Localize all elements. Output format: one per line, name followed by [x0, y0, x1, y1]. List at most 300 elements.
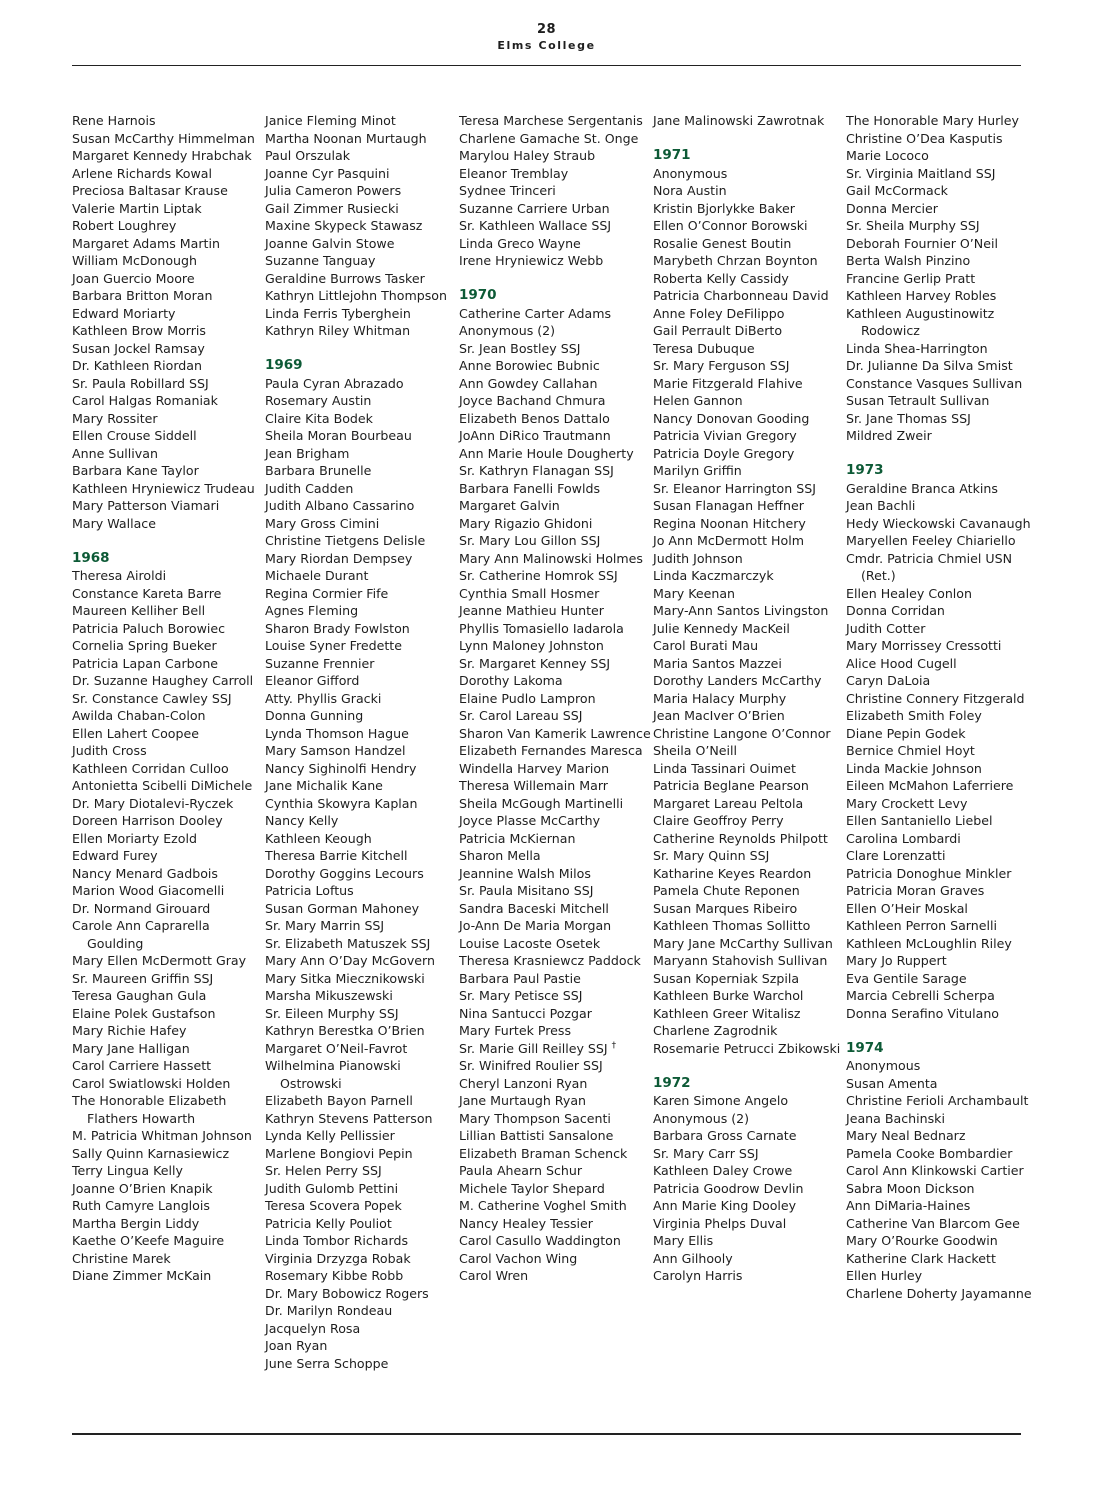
donor-name [653, 725, 845, 743]
donor-name-text: Virginia Drzyzga Robak [265, 1250, 411, 1266]
donor-name-text: Joyce Plasse McCarthy [459, 813, 601, 828]
donor-name [72, 462, 264, 480]
donor-name-text: Jeanne Mathieu Hunter [459, 603, 604, 618]
donor-name-text: Barbara Fanelli Fowlds [459, 480, 601, 496]
donor-name [72, 445, 264, 463]
donor-name [459, 532, 651, 550]
donor-name [459, 497, 651, 515]
donor-name [72, 1232, 264, 1250]
donor-name [459, 1110, 651, 1128]
donor-name [265, 970, 457, 988]
donor-name [72, 1005, 264, 1023]
donor-name [459, 217, 651, 235]
donor-name [265, 1092, 457, 1110]
donor-name [459, 322, 651, 340]
donor-name-text: Marcia Cebrelli Scherpa [846, 988, 995, 1003]
donor-name [459, 1232, 651, 1250]
donor-name [653, 480, 845, 498]
donor-name [846, 917, 1038, 935]
donor-name-text: Claire Kita Bodek [265, 410, 373, 426]
class-year-section [265, 112, 457, 340]
donor-name-text: Patricia Loftus [265, 883, 354, 898]
donor-name [846, 410, 1038, 428]
donor-name [72, 777, 264, 795]
donor-name [846, 900, 1038, 918]
donor-name-text: Patricia Doyle Gregory [653, 445, 795, 461]
donor-name [265, 865, 457, 883]
donor-name-text: Francine Gerlip Pratt [846, 270, 976, 286]
donor-name [265, 550, 457, 568]
donor-name-text: Ellen Santaniello Liebel [846, 813, 993, 828]
donor-name [459, 742, 651, 760]
donor-name [846, 1232, 1038, 1250]
donor-name [653, 1180, 845, 1198]
donor-name [459, 952, 651, 970]
donor-name [265, 1040, 457, 1058]
donor-name [846, 1180, 1038, 1198]
donor-name-text: Donna Serafino Vitulano [846, 1005, 1000, 1021]
donor-name-text: Sr. Marie Gill Reilley SSJ [459, 1040, 608, 1056]
donor-name-text: Marybeth Chrzan Boynton [653, 253, 818, 268]
class-year-section [846, 112, 1038, 445]
donor-name-text: Ellen Lahert Coopee [72, 725, 199, 741]
donor-name-text: Sr. Eleanor Harrington SSJ [653, 480, 816, 496]
donor-name [846, 847, 1038, 865]
donor-name [72, 1040, 264, 1058]
donor-name [653, 585, 845, 603]
deceased-marker: † [611, 1040, 617, 1051]
donor-name [846, 532, 1038, 550]
donor-name [846, 602, 1038, 620]
donor-name [653, 707, 845, 725]
donor-name [459, 182, 651, 200]
donor-name [653, 357, 845, 375]
donor-name [846, 655, 1038, 673]
donor-name [459, 252, 651, 270]
donor-name-text: Mary Richie Hafey [72, 1023, 187, 1038]
donor-name-text: Patricia McKiernan [459, 830, 576, 846]
donor-name-text: Ellen O’Heir Moskal [846, 900, 968, 916]
donor-name-text: Mary Ellen McDermott Gray [72, 953, 247, 968]
donor-name-text: Sr. Jean Bostley SSJ [459, 340, 581, 356]
donor-name-text: Robert Loughrey [72, 218, 177, 233]
donor-name [265, 1005, 457, 1023]
donor-name [459, 1075, 651, 1093]
donor-name-text: Katherine Clark Hackett [846, 1250, 996, 1266]
donor-name [459, 1057, 651, 1075]
donor-name [459, 112, 651, 130]
donor-name-text: Joanne O’Brien Knapik [72, 1180, 213, 1196]
donor-name-text: Paula Ahearn Schur [459, 1163, 583, 1178]
donor-name [265, 1127, 457, 1145]
donor-name-text: Sr. Carol Lareau SSJ [459, 708, 583, 723]
donor-name [265, 952, 457, 970]
donor-name-text: Rosalie Genest Boutin [653, 235, 792, 251]
class-year-section [265, 357, 457, 1372]
donor-name [265, 445, 457, 463]
donor-name [265, 1320, 457, 1338]
donor-name-text: JoAnn DiRico Trautmann [459, 428, 611, 443]
donor-name [846, 760, 1038, 778]
donor-name [72, 900, 264, 918]
donor-name-text: Margaret Kennedy Hrabchak [72, 148, 252, 163]
donor-name [653, 970, 845, 988]
donor-name [72, 1057, 264, 1075]
donor-name [265, 165, 457, 183]
donor-name-text: Charlene Doherty Jayamanne [846, 1285, 1032, 1301]
donor-name-text: Carol Swiatlowski Holden [72, 1075, 231, 1091]
donor-name [265, 147, 457, 165]
donor-name [459, 1267, 651, 1285]
donor-name [653, 830, 845, 848]
donor-name-text: Linda Tombor Richards [265, 1233, 409, 1248]
donor-name-text: Sharon Mella [459, 848, 541, 863]
donor-name [265, 777, 457, 795]
donor-name-text: Martha Noonan Murtaugh [265, 130, 427, 146]
donor-name-text: Joan Ryan [265, 1338, 328, 1353]
donor-name-text: Windella Harvey Marion [459, 760, 610, 776]
donor-name [846, 1075, 1038, 1093]
donor-name [265, 690, 457, 708]
donor-name [72, 567, 264, 585]
donor-name [72, 655, 264, 673]
donor-name-text: Linda Shea-Harrington [846, 340, 988, 356]
donor-name [72, 987, 264, 1005]
donor-name [72, 497, 264, 515]
donor-name [846, 550, 1038, 585]
donor-name-text: Jane Murtaugh Ryan [459, 1093, 587, 1108]
donor-name [72, 1250, 264, 1268]
donor-name [653, 165, 845, 183]
donor-name-text: Suzanne Carriere Urban [459, 200, 610, 216]
donor-name [846, 182, 1038, 200]
donor-name [653, 1127, 845, 1145]
donor-name [846, 1215, 1038, 1233]
donor-name [846, 340, 1038, 358]
donor-name [265, 900, 457, 918]
donor-name [653, 427, 845, 445]
class-year-section [846, 1040, 1038, 1303]
donor-name [653, 567, 845, 585]
donor-name [72, 480, 264, 498]
donor-name-text: Ann DiMaria-Haines [846, 1198, 971, 1213]
donor-name [846, 1005, 1038, 1023]
donor-name-text: Kathleen Corridan Culloo [72, 760, 229, 776]
donor-name-text: Teresa Scovera Popek [265, 1198, 402, 1213]
donor-name-text: Sally Quinn Karnasiewicz [72, 1145, 230, 1161]
donor-name-text: Anne Sullivan [72, 445, 158, 461]
donor-name-text: Marsha Mikuszewski [265, 988, 393, 1003]
donor-name-text: June Serra Schoppe [265, 1355, 389, 1371]
donor-name [265, 1057, 457, 1092]
donor-name [653, 410, 845, 428]
donor-name [459, 637, 651, 655]
donor-name-text: Barbara Brunelle [265, 463, 372, 478]
donor-name-text: Maria Halacy Murphy [653, 690, 787, 706]
donor-name-text: Patricia Moran Graves [846, 883, 985, 898]
donor-name-text: Pamela Chute Reponen [653, 883, 800, 898]
donor-name-text: Julia Cameron Powers [265, 183, 402, 198]
class-year-section [459, 287, 651, 1285]
donor-name [653, 1005, 845, 1023]
donor-name-text: Theresa Willemain Marr [459, 778, 608, 793]
donor-name [265, 462, 457, 480]
donor-name [846, 987, 1038, 1005]
donor-name-text: Deborah Fournier O’Neil [846, 235, 998, 251]
donor-name [72, 602, 264, 620]
donor-name [265, 375, 457, 393]
donor-name-text: Patricia Lapan Carbone [72, 655, 219, 671]
donor-name [265, 725, 457, 743]
donor-name-text: Linda Tassinari Ouimet [653, 760, 796, 776]
donor-name-text: Dr. Julianne Da Silva Smist [846, 358, 1013, 373]
donor-name-text: Margaret Galvin [459, 498, 560, 513]
donor-name [653, 182, 845, 200]
donor-name [653, 917, 845, 935]
donor-name [265, 532, 457, 550]
donor-name [846, 935, 1038, 953]
donor-name [653, 672, 845, 690]
donor-name [265, 707, 457, 725]
donor-name-text: Mary Wallace [72, 515, 156, 531]
donor-name-text: Eleanor Tremblay [459, 165, 569, 181]
donor-name [846, 235, 1038, 253]
donor-name [72, 340, 264, 358]
donor-name-text: Jane Malinowski Zawrotnak [653, 113, 825, 128]
donor-name [653, 900, 845, 918]
donor-name [265, 497, 457, 515]
donor-name [265, 1197, 457, 1215]
donor-name [72, 620, 264, 638]
donor-name [459, 462, 651, 480]
donor-name [72, 1267, 264, 1285]
donor-name-text: Jane Michalik Kane [265, 778, 383, 793]
donor-name-text: Dr. Mary Bobowicz Rogers [265, 1285, 429, 1301]
donor-name [265, 1180, 457, 1198]
donor-name-text: Mary Keenan [653, 585, 736, 601]
donor-name [459, 392, 651, 410]
donor-name [846, 357, 1038, 375]
donor-name-text: Michele Taylor Shepard [459, 1180, 605, 1196]
donor-name [846, 1285, 1038, 1303]
donor-name-text: Joan Guercio Moore [72, 270, 195, 286]
donor-name [72, 1145, 264, 1163]
donor-name [653, 1250, 845, 1268]
donor-name [459, 550, 651, 568]
donor-name-text: Anonymous [846, 1058, 921, 1073]
page-header [0, 22, 1093, 53]
donor-name [459, 130, 651, 148]
donor-name [846, 830, 1038, 848]
donor-name-text: Nancy Healey Tessier [459, 1215, 593, 1231]
donor-name [846, 1057, 1038, 1075]
donor-name [265, 637, 457, 655]
donor-name [459, 427, 651, 445]
college-name: Elms College [497, 39, 596, 52]
donor-name-text: Maxine Skypeck Stawasz [265, 218, 423, 233]
donor-name [653, 795, 845, 813]
donor-name-text: Margaret O’Neil-Favrot [265, 1040, 408, 1056]
donor-name [653, 532, 845, 550]
donor-name [653, 550, 845, 568]
donor-name [653, 392, 845, 410]
donor-name [846, 795, 1038, 813]
donor-name-text: Patricia Kelly Pouliot [265, 1215, 392, 1231]
donor-name-text: Gail Zimmer Rusiecki [265, 200, 399, 216]
page-number: 28 [536, 22, 557, 37]
donor-name-text: Joanne Galvin Stowe [265, 235, 395, 251]
donor-name-text: Carole Ann Caprarella Goulding [72, 918, 210, 951]
donor-name-text: Christine Ferioli Archambault [846, 1093, 1029, 1108]
donor-name [653, 252, 845, 270]
donor-name-text: Janice Fleming Minot [265, 113, 396, 128]
class-year-section [459, 112, 651, 270]
donor-name-text: Edward Furey [72, 848, 158, 863]
donor-name-text: Sheila McGough Martinelli [459, 795, 624, 811]
donor-name [265, 1355, 457, 1373]
donor-name [72, 882, 264, 900]
donor-name [846, 1127, 1038, 1145]
donor-name [72, 322, 264, 340]
donor-name-text: Sr. Eileen Murphy SSJ [265, 1005, 399, 1021]
donor-name [265, 1285, 457, 1303]
donor-name-text: Patricia Beglane Pearson [653, 778, 809, 793]
donor-name-text: Helen Gannon [653, 393, 743, 408]
donor-name-text: Ellen Healey Conlon [846, 585, 972, 601]
donor-name [653, 865, 845, 883]
donor-name-text: Jeannine Walsh Milos [459, 865, 591, 881]
donor-name-text: Joyce Bachand Chmura [459, 393, 606, 408]
donor-name-text: Susan Flanagan Heffner [653, 498, 804, 513]
donor-name-text: Regina Cormier Fife [265, 585, 389, 601]
donor-name [459, 445, 651, 463]
donor-name-text: Kathleen Burke Warchol [653, 988, 804, 1003]
donor-name [459, 1215, 651, 1233]
donor-name [265, 795, 457, 813]
donor-name [72, 637, 264, 655]
donor-name [459, 707, 651, 725]
donor-name-text: Sheila O’Neill [653, 743, 738, 758]
donor-name [72, 165, 264, 183]
donor-name-text: Patricia Donoghue Minkler [846, 865, 1012, 881]
donor-name [72, 375, 264, 393]
donor-name [459, 777, 651, 795]
donor-name-text: Maryann Stahovish Sullivan [653, 953, 828, 968]
donor-name [265, 935, 457, 953]
donor-name-text: Judith Albano Cassarino [265, 498, 415, 513]
donor-name-text: Kathleen Greer Witalisz [653, 1005, 801, 1021]
donor-name [846, 777, 1038, 795]
donor-name [846, 690, 1038, 708]
donor-name-text: Cheryl Lanzoni Ryan [459, 1075, 588, 1091]
donor-name [653, 1215, 845, 1233]
donor-name-text: Anne Foley DeFilippo [653, 305, 785, 321]
class-year-heading: 1968 [72, 549, 110, 566]
donor-name-text: Carol Vachon Wing [459, 1250, 578, 1266]
donor-name [265, 427, 457, 445]
donor-name-text: Kristin Bjorlykke Baker [653, 200, 795, 216]
donor-name-text: Elizabeth Benos Dattalo [459, 410, 610, 426]
donor-name-text: Kathleen Augustinowitz Rodowicz [846, 305, 995, 338]
donor-name-text: Mary Jo Ruppert [846, 953, 947, 968]
donor-name-text: Carol Halgas Romaniak [72, 393, 218, 408]
donor-name [653, 445, 845, 463]
donor-name [72, 1180, 264, 1198]
donor-name [653, 1022, 845, 1040]
donor-name-text: Maureen Kelliher Bell [72, 603, 206, 618]
donor-name-text: Martha Bergin Liddy [72, 1215, 200, 1231]
donor-name-text: Dorothy Lakoma [459, 673, 563, 688]
donor-name [846, 1267, 1038, 1285]
donor-name [72, 725, 264, 743]
donor-name [265, 287, 457, 305]
donor-name [265, 112, 457, 130]
donor-name-text: Carol Wren [459, 1268, 529, 1283]
donor-name [72, 812, 264, 830]
donor-name [846, 200, 1038, 218]
donor-name-text: Nancy Menard Gadbois [72, 865, 218, 881]
donor-name-text: Awilda Chaban-Colon [72, 708, 206, 723]
donor-name-text: Katharine Keyes Reardon [653, 865, 812, 881]
donor-name-text: Carolina Lombardi [846, 830, 961, 846]
donor-name-text: Claire Geoffroy Perry [653, 813, 784, 828]
donor-name-text: Irene Hryniewicz Webb [459, 253, 604, 268]
donor-name-text: Diane Zimmer McKain [72, 1268, 212, 1283]
donor-name-text: Susan Jockel Ramsay [72, 340, 205, 356]
donor-name-text: Marie Lococo [846, 148, 929, 163]
donor-name [459, 410, 651, 428]
donor-name [459, 1040, 651, 1058]
donor-name [265, 322, 457, 340]
donor-name-text: Linda Greco Wayne [459, 235, 581, 251]
column-4 [653, 112, 845, 1285]
donor-name-text: William McDonough [72, 253, 197, 268]
donor-name [653, 935, 845, 953]
donor-name-text: The Honorable Mary Hurley [846, 113, 1019, 128]
donor-name-text: Susan Marques Ribeiro [653, 900, 798, 916]
donor-name-text: Carol Ann Klinkowski Cartier [846, 1163, 1024, 1178]
donor-name [653, 322, 845, 340]
donor-name-text: Dr. Mary Diotalevi-Ryczek [72, 795, 234, 811]
donor-name [72, 847, 264, 865]
donor-name-text: Judith Johnson [653, 550, 743, 566]
donor-name [653, 602, 845, 620]
donor-name-text: Barbara Kane Taylor [72, 463, 199, 478]
class-year-section [653, 1075, 845, 1285]
donor-name [265, 1162, 457, 1180]
donor-name-text: Mary Ellis [653, 1233, 714, 1248]
donor-name [265, 130, 457, 148]
donor-name [846, 427, 1038, 445]
donor-name [653, 637, 845, 655]
donor-name-text: Sr. Jane Thomas SSJ [846, 410, 971, 426]
donor-name-text: Diane Pepin Godek [846, 725, 966, 741]
donor-name-text: Nina Santucci Pozgar [459, 1005, 592, 1021]
donor-name-text: Elizabeth Smith Foley [846, 708, 982, 723]
donor-name [265, 217, 457, 235]
donor-name [265, 620, 457, 638]
donor-name [653, 690, 845, 708]
donor-name-text: Michaele Durant [265, 568, 369, 583]
donor-name [653, 1232, 845, 1250]
donor-name [459, 1180, 651, 1198]
donor-name [653, 1145, 845, 1163]
donor-name [653, 235, 845, 253]
donor-name [72, 1197, 264, 1215]
donor-name [653, 305, 845, 323]
donor-name-text: Christine Tietgens Delisle [265, 533, 426, 548]
donor-name-text: Susan Amenta [846, 1075, 938, 1091]
